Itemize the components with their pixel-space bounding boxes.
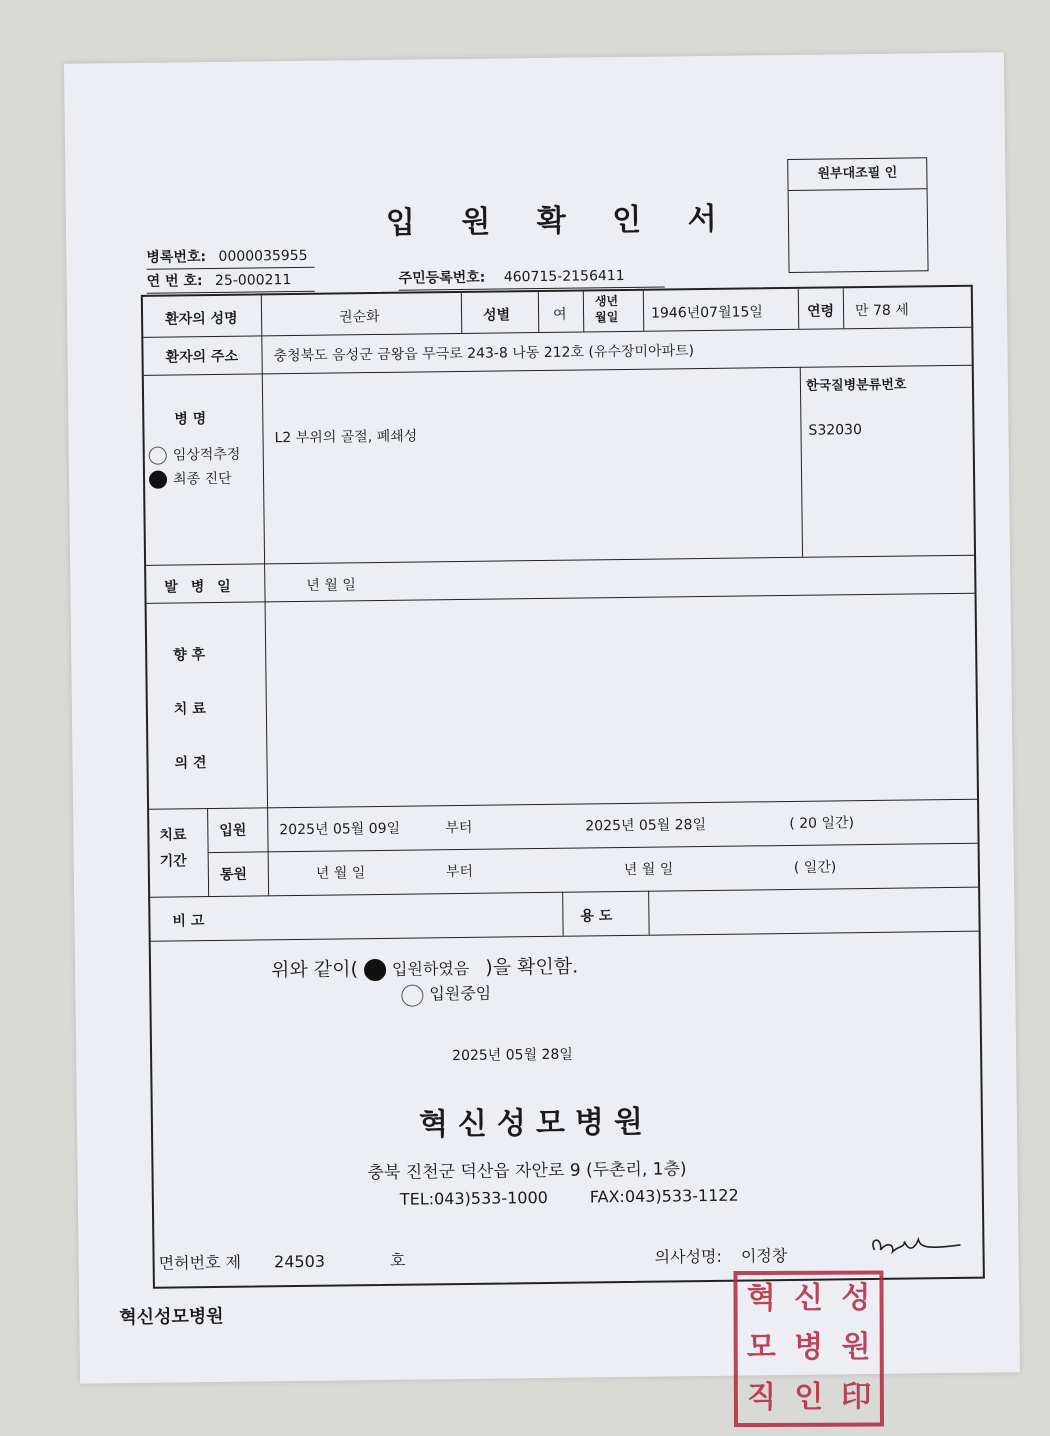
outpatient-label: 통원 [219, 866, 248, 883]
opinion-label-1: 향 후 [173, 647, 206, 664]
period-label-2: 기간 [159, 853, 187, 870]
confirm-option-inpatient-label: 입원중임 [429, 983, 492, 1004]
doctor-line [654, 1243, 787, 1268]
seal-char: 신 [793, 1280, 824, 1316]
confirm-prefix: 위와 같이( [270, 958, 359, 982]
record-number [146, 245, 314, 270]
resident-number [398, 264, 664, 290]
diagnosis-option-clinical [149, 444, 241, 465]
address-value: 충청북도 음성군 금왕읍 무극로 243-8 나동 212호 (유수장미아파트) [273, 343, 695, 365]
document-title: 입 원 확 인 서 [385, 201, 735, 241]
stamp-box-label: 원부대조필 인 [788, 158, 926, 191]
onset-label: 발 병 일 [164, 578, 235, 596]
diagnosis-option-final [149, 468, 232, 489]
patient-name: 권순화 [338, 308, 380, 326]
period-label-1: 치료 [159, 827, 187, 844]
dob-label [595, 293, 619, 325]
resident-number-value: 460715-2156411 [503, 267, 625, 286]
sex-label: 성별 [482, 307, 511, 324]
seal-char: 모 [746, 1330, 776, 1366]
confirm-option-inpatient [401, 981, 491, 1007]
outpatient-days: ( 일간) [793, 859, 837, 876]
seal-char: 印 [841, 1379, 872, 1415]
license-number: 24503 [273, 1251, 326, 1272]
kcd-label: 한국질병분류번호 [805, 377, 907, 394]
resident-number-label: 주민등록번호: [398, 269, 486, 287]
serial-number-label: 연 번 호: [146, 273, 203, 290]
seal-char: 원 [841, 1329, 871, 1366]
hospital-name: 혁신성모병원 [418, 1104, 654, 1143]
opinion-label-2: 치 료 [173, 701, 206, 718]
address-label: 환자의 주소 [165, 348, 239, 366]
doctor-name-label: 의사성명: [654, 1246, 722, 1267]
confirm-date: 2025년 05월 28일 [452, 1046, 573, 1065]
age-label: 연령 [806, 303, 835, 320]
dob-label-line1: 생년 [594, 294, 619, 309]
seal-char: 혁 [746, 1280, 776, 1317]
kcd-value: S32030 [808, 422, 863, 439]
seal-char: 인 [794, 1379, 824, 1415]
form-table [141, 285, 985, 1415]
confirm-line [271, 952, 578, 983]
diagnosis-label: 병 명 [174, 411, 207, 428]
outpatient-from-word: 부터 [445, 863, 474, 881]
inpatient-from: 2025년 05월 09일 [279, 820, 401, 839]
onset-value: 년 월 일 [306, 577, 356, 594]
hospital-seal [733, 1271, 884, 1428]
dob-label-line2: 월일 [595, 310, 619, 325]
age-value: 만 78 세 [854, 302, 909, 320]
outpatient-to: 년 월 일 [623, 861, 674, 879]
hospital-address: 충북 진천군 덕산읍 자안로 9 (두촌리, 1층) [367, 1159, 687, 1184]
diagnosis-text: L2 부위의 골절, 폐쇄성 [274, 428, 418, 447]
footer-hospital-name: 혁신성모병원 [119, 1305, 224, 1329]
document-paper [64, 52, 1020, 1415]
remarks-label: 비 고 [172, 913, 205, 930]
record-number-label: 병록번호: [146, 249, 207, 266]
purpose-label: 용 도 [580, 908, 613, 925]
seal-char: 병 [794, 1330, 824, 1366]
radio-filled-icon [149, 471, 167, 489]
outpatient-from: 년 월 일 [315, 865, 366, 882]
seal-char: 성 [841, 1280, 871, 1316]
confirm-suffix: )을 확인함. [485, 955, 579, 979]
radio-filled-icon [364, 958, 386, 980]
stamp-box [787, 157, 928, 273]
license-line [158, 1248, 405, 1274]
doctor-signature [864, 1227, 964, 1264]
doctor-name: 이정창 [740, 1246, 788, 1266]
inpatient-days: ( 20 일간) [789, 815, 855, 832]
radio-empty-icon [401, 984, 423, 1006]
radio-empty-icon [149, 447, 167, 465]
diagnosis-option-final-label: 최종 진단 [172, 470, 232, 488]
license-suffix: 호 [389, 1250, 406, 1270]
license-label: 면허번호 제 [158, 1252, 242, 1273]
serial-number [147, 269, 315, 294]
opinion-label-3: 의 견 [174, 755, 207, 772]
inpatient-from-word: 부터 [445, 819, 473, 837]
sex-value: 여 [552, 306, 567, 323]
inpatient-to: 2025년 05월 28일 [585, 817, 707, 835]
record-number-value: 0000035955 [218, 247, 308, 265]
patient-name-label: 환자의 성명 [165, 310, 238, 328]
diagnosis-option-clinical-label: 임상적추정 [172, 446, 241, 464]
inpatient-label: 입원 [219, 822, 247, 839]
hospital-tel: TEL:043)533-1000 [399, 1187, 548, 1209]
seal-char: 직 [747, 1379, 777, 1415]
dob-value: 1946년07월15일 [650, 304, 764, 322]
confirm-option-admitted: 입원하였음 [391, 958, 470, 979]
serial-number-value: 25-000211 [214, 272, 292, 289]
hospital-fax: FAX:043)533-1122 [589, 1185, 739, 1207]
